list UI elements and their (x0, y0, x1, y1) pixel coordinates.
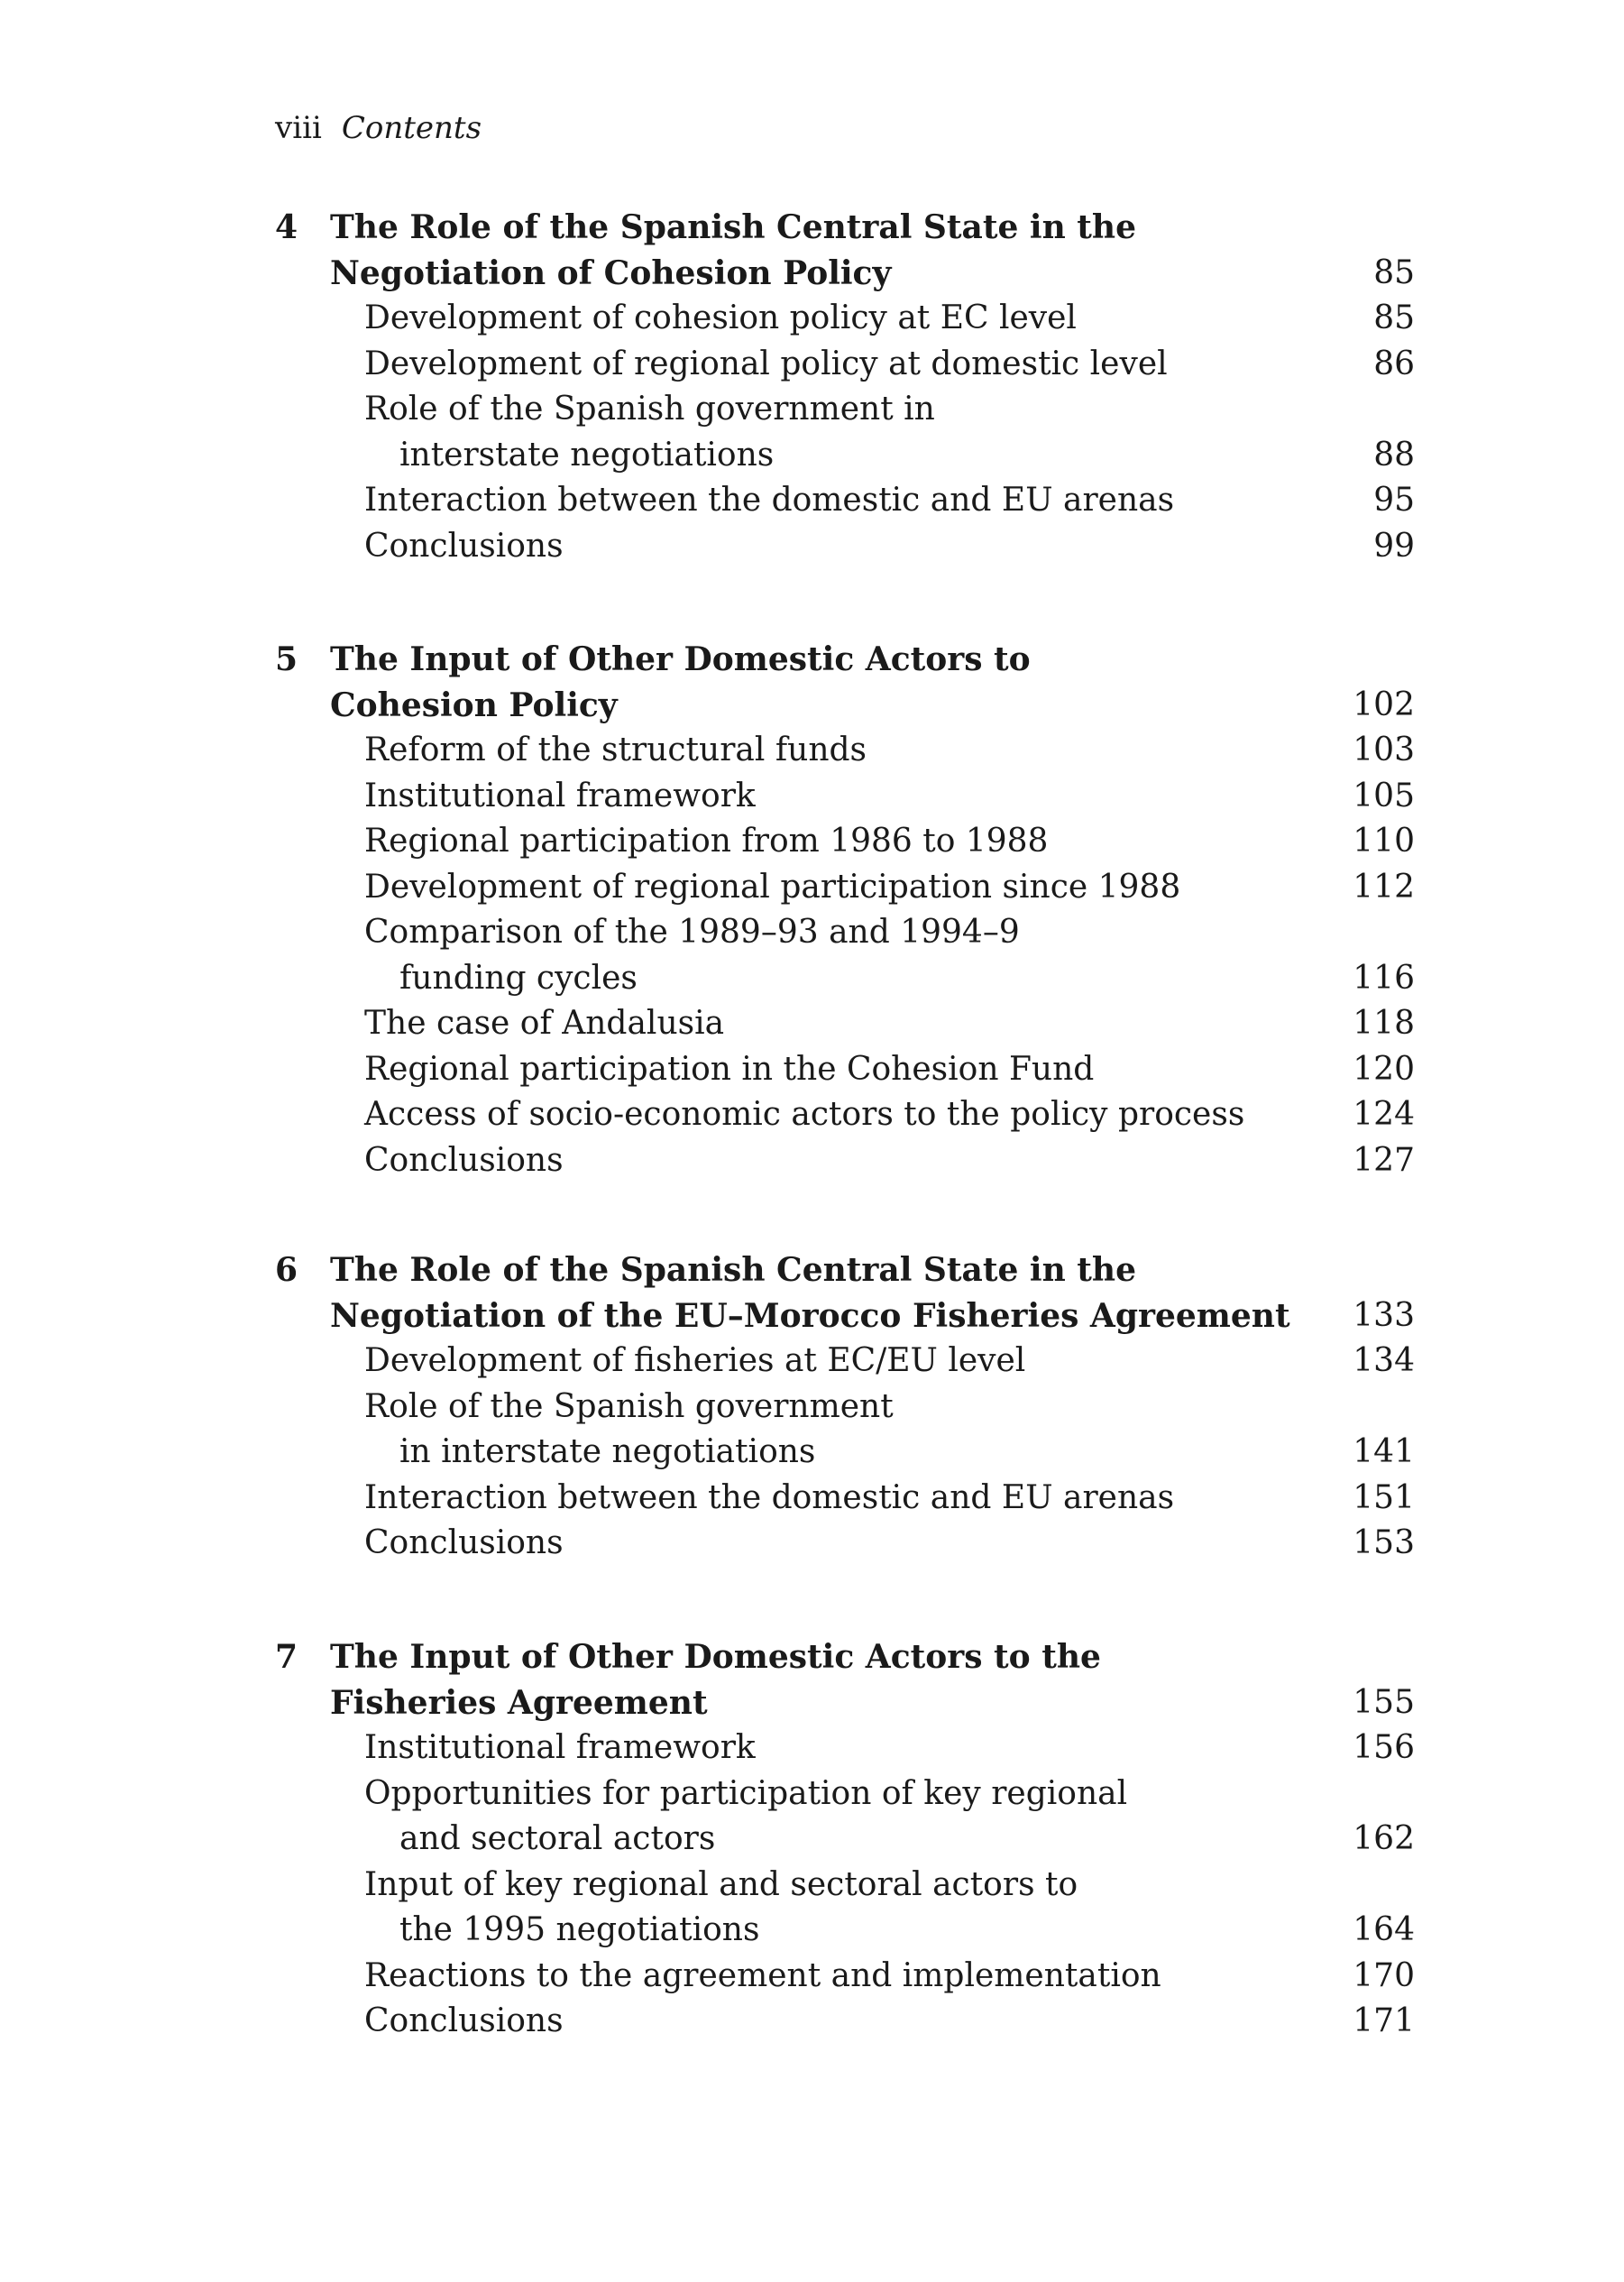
section-title-text: Conclusions (364, 2002, 564, 2039)
section-title-text: Regional participation from 1986 to 1988 (364, 823, 1049, 860)
toc-section-entry (0, 1092, 1624, 1138)
chapter-number: 5 (275, 640, 298, 678)
chapter-title-line (0, 1247, 1624, 1293)
section-title-text: the 1995 negotiations (399, 1911, 760, 1948)
section-title-text: Development of cohesion policy at EC level (364, 299, 1077, 336)
toc-section-entry (0, 1430, 1624, 1476)
section-title-text: Opportunities for participation of key regional (364, 1774, 1128, 1812)
chapter-title-text: Negotiation of Cohesion Policy (330, 253, 892, 292)
section-page-number: 134 (1353, 1342, 1415, 1379)
section-title-text: Role of the Spanish government in (364, 391, 935, 428)
section-title-text: Conclusions (364, 1141, 564, 1179)
section-page-number: 99 (1373, 527, 1415, 565)
section-page-number: 95 (1373, 482, 1415, 519)
section-title-text: Interaction between the domestic and EU arenas (364, 1478, 1175, 1516)
toc-section-entry (0, 524, 1624, 570)
chapter-title-text: The Role of the Spanish Central State in the (330, 208, 1137, 246)
chapter-title-text: The Input of Other Domestic Actors to the (330, 1638, 1101, 1676)
toc-chapter-5 (0, 637, 1624, 1183)
section-title-text: in interstate negotiations (399, 1433, 816, 1470)
chapter-title-text: Fisheries Agreement (330, 1683, 708, 1722)
toc-section-entry (0, 478, 1624, 524)
section-page-number: 120 (1353, 1050, 1415, 1088)
section-page-number: 116 (1353, 959, 1415, 997)
toc-section-entry (0, 1908, 1624, 1954)
section-title-text: Conclusions (364, 1524, 564, 1561)
section-title-text: Comparison of the 1989–93 and 1994–9 (364, 914, 1020, 951)
toc-section-entry (0, 1385, 1624, 1431)
toc-section-entry (0, 1339, 1624, 1385)
chapter-page-number: 102 (1353, 686, 1415, 723)
section-page-number: 85 (1373, 299, 1415, 336)
chapter-title-text: Cohesion Policy (330, 686, 618, 724)
toc-section-entry (0, 387, 1624, 433)
section-page-number: 141 (1353, 1433, 1415, 1470)
chapter-title-line (0, 1293, 1624, 1339)
section-page-number: 170 (1353, 1956, 1415, 1994)
toc-section-entry (0, 433, 1624, 479)
section-page-number: 151 (1353, 1478, 1415, 1516)
toc-section-entry (0, 910, 1624, 956)
section-title-text: Role of the Spanish government (364, 1387, 894, 1425)
section-page-number: 110 (1353, 823, 1415, 860)
chapter-number: 7 (275, 1638, 298, 1676)
chapter-page-number: 133 (1353, 1296, 1415, 1334)
section-page-number: 105 (1353, 777, 1415, 814)
section-title-text: and sectoral actors (399, 1820, 716, 1857)
chapter-title-text: Negotiation of the EU–Morocco Fisheries Agreement (330, 1296, 1290, 1335)
section-title-text: Development of fisheries at EC/EU level (364, 1342, 1026, 1379)
toc-section-entry (0, 342, 1624, 388)
chapter-title-text: The Role of the Spanish Central State in the (330, 1251, 1137, 1289)
section-page-number: 103 (1353, 732, 1415, 768)
section-title-text: Interaction between the domestic and EU arenas (364, 482, 1175, 519)
chapter-title-line (0, 683, 1624, 729)
chapter-number: 4 (275, 208, 298, 246)
toc-section-entry (0, 1001, 1624, 1047)
chapter-title-line (0, 1680, 1624, 1726)
section-page-number: 153 (1353, 1524, 1415, 1561)
section-page-number: 171 (1353, 2002, 1415, 2039)
toc-section-entry (0, 1521, 1624, 1567)
toc-section-entry (0, 1954, 1624, 2000)
section-page-number: 162 (1353, 1820, 1415, 1857)
toc-chapter-6 (0, 1247, 1624, 1567)
section-title-text: Reform of the structural funds (364, 732, 867, 768)
section-page-number: 118 (1353, 1005, 1415, 1042)
chapter-number: 6 (275, 1251, 298, 1289)
section-title-text: Reactions to the agreement and implementation (364, 1956, 1161, 1994)
section-page-number: 127 (1353, 1141, 1415, 1179)
section-title-text: Access of socio-economic actors to the policy process (364, 1096, 1245, 1133)
section-page-number: 156 (1353, 1729, 1415, 1766)
toc-section-entry (0, 1725, 1624, 1771)
chapter-page-number: 85 (1373, 253, 1415, 291)
toc-section-entry (0, 774, 1624, 820)
chapter-page-number: 155 (1353, 1683, 1415, 1721)
page-folio: viii (275, 110, 322, 146)
toc-section-entry (0, 956, 1624, 1002)
chapter-title-line (0, 1634, 1624, 1680)
section-title-text: Development of regional policy at domestic level (364, 345, 1168, 382)
toc-section-entry (0, 296, 1624, 342)
toc-section-entry (0, 819, 1624, 865)
section-title-text: Conclusions (364, 527, 564, 565)
toc-section-entry (0, 1771, 1624, 1817)
chapter-title-line (0, 205, 1624, 251)
toc-section-entry (0, 1863, 1624, 1909)
section-title-text: funding cycles (399, 959, 638, 997)
toc-section-entry (0, 1047, 1624, 1093)
section-title-text: The case of Andalusia (364, 1005, 725, 1042)
toc-section-entry (0, 728, 1624, 774)
section-page-number: 112 (1353, 868, 1415, 906)
toc-section-entry (0, 1999, 1624, 2045)
toc-chapter-7 (0, 1634, 1624, 2045)
running-head-title: Contents (341, 110, 482, 146)
section-page-number: 86 (1373, 345, 1415, 382)
chapter-title-text: The Input of Other Domestic Actors to (330, 640, 1031, 678)
section-title-text: Development of regional participation since 1988 (364, 868, 1181, 906)
section-page-number: 88 (1373, 436, 1415, 474)
section-title-text: Input of key regional and sectoral actors to (364, 1865, 1078, 1903)
section-title-text: Regional participation in the Cohesion Fund (364, 1050, 1095, 1088)
toc-section-entry (0, 1817, 1624, 1863)
section-page-number: 164 (1353, 1911, 1415, 1948)
toc-chapter-4 (0, 205, 1624, 569)
chapter-title-line (0, 637, 1624, 683)
section-page-number: 124 (1353, 1096, 1415, 1133)
running-head (275, 110, 482, 146)
toc-section-entry (0, 1138, 1624, 1184)
chapter-title-line (0, 251, 1624, 297)
section-title-text: Institutional framework (364, 777, 756, 814)
section-title-text: interstate negotiations (399, 436, 775, 474)
section-title-text: Institutional framework (364, 1729, 756, 1766)
toc-section-entry (0, 865, 1624, 911)
toc-section-entry (0, 1476, 1624, 1522)
